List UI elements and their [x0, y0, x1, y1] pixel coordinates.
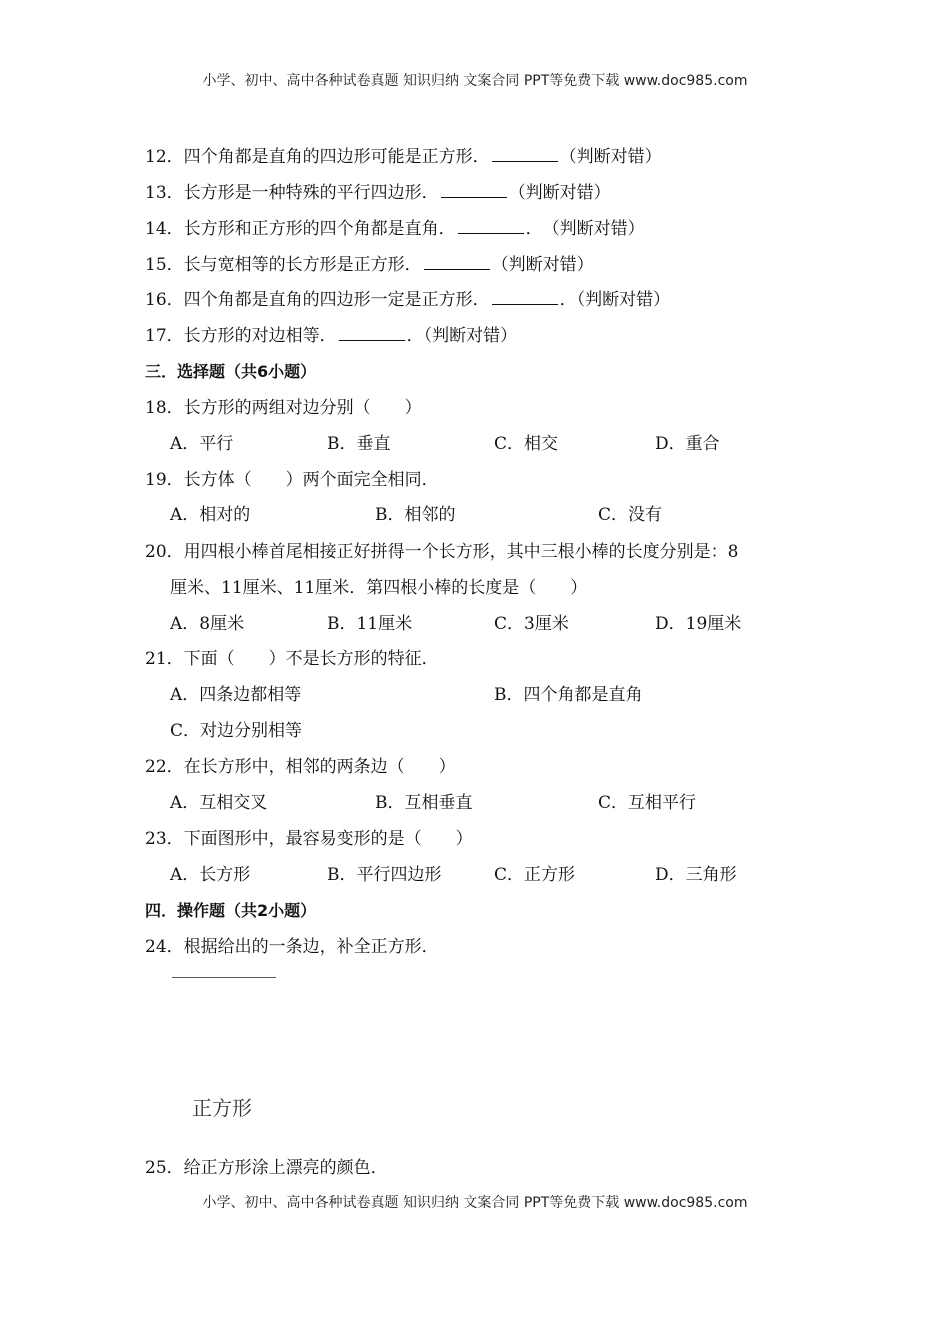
question-suffix: ．（判断对错） — [559, 290, 671, 310]
answer-blank[interactable] — [339, 326, 405, 341]
option-d[interactable]: D．19厘米 — [655, 614, 742, 634]
question-16 — [145, 289, 670, 311]
question-15 — [145, 254, 594, 276]
question-18: 18．长方形的两组对边分别（ ） — [145, 398, 422, 418]
answer-blank[interactable] — [441, 183, 507, 198]
question-17 — [145, 325, 517, 347]
section-title-operation: 四．操作题（共2小题） — [145, 901, 317, 920]
question-suffix: （判断对错） — [508, 183, 611, 203]
question-suffix: ．（判断对错） — [406, 326, 518, 346]
figure-label-square: 正方形 — [192, 1096, 252, 1120]
option-b[interactable]: B．垂直 — [327, 434, 391, 454]
question-text: 15．长与宽相等的长方形是正方形． — [145, 255, 422, 275]
section-title-choice: 三．选择题（共6小题） — [145, 362, 317, 381]
question-20-cont: 厘米、11厘米、11厘米．第四根小棒的长度是（ ） — [170, 578, 588, 598]
answer-blank[interactable] — [458, 219, 524, 234]
option-a[interactable]: A．长方形 — [170, 865, 251, 885]
question-19: 19．长方体（ ）两个面完全相同． — [145, 470, 439, 490]
option-b[interactable]: B．四个角都是直角 — [494, 685, 643, 705]
option-c[interactable]: C．对边分别相等 — [170, 721, 303, 741]
page-footer: 小学、初中、高中各种试卷真题 知识归纳 文案合同 PPT等免费下载 www.doc985.com — [202, 1195, 748, 1211]
question-text: 16．四个角都是直角的四边形一定是正方形． — [145, 290, 490, 310]
question-14 — [145, 218, 645, 240]
page-header: 小学、初中、高中各种试卷真题 知识归纳 文案合同 PPT等免费下载 www.doc985.com — [202, 73, 748, 89]
option-b[interactable]: B．互相垂直 — [375, 793, 473, 813]
option-d[interactable]: D．重合 — [655, 434, 720, 454]
question-suffix: ． （判断对错） — [525, 219, 645, 239]
option-b[interactable]: B．相邻的 — [375, 505, 456, 525]
question-24: 24．根据给出的一条边，补全正方形． — [145, 937, 439, 957]
option-a[interactable]: A．8厘米 — [170, 614, 245, 634]
option-c[interactable]: C．没有 — [598, 505, 663, 525]
question-text: 12．四个角都是直角的四边形可能是正方形． — [145, 147, 490, 167]
option-c[interactable]: C．3厘米 — [494, 614, 569, 634]
answer-blank[interactable] — [492, 290, 558, 305]
option-c[interactable]: C．相交 — [494, 434, 559, 454]
question-13 — [145, 182, 611, 204]
question-text: 17．长方形的对边相等． — [145, 326, 337, 346]
option-c[interactable]: C．正方形 — [494, 865, 576, 885]
question-20: 20．用四根小棒首尾相接正好拼得一个长方形，其中三根小棒的长度分别是：8 — [145, 542, 739, 562]
option-b[interactable]: B．平行四边形 — [327, 865, 442, 885]
question-text: 13．长方形是一种特殊的平行四边形． — [145, 183, 439, 203]
option-a[interactable]: A．平行 — [170, 434, 234, 454]
option-b[interactable]: B．11厘米 — [327, 614, 413, 634]
question-23: 23．下面图形中，最容易变形的是（ ） — [145, 829, 473, 849]
question-suffix: （判断对错） — [491, 255, 594, 275]
question-22: 22．在长方形中，相邻的两条边（ ） — [145, 757, 456, 777]
question-suffix: （判断对错） — [559, 147, 662, 167]
option-c[interactable]: C．互相平行 — [598, 793, 697, 813]
answer-blank[interactable] — [424, 255, 490, 270]
question-text: 14．长方形和正方形的四个角都是直角． — [145, 219, 456, 239]
question-12 — [145, 146, 662, 168]
question-21: 21．下面（ ）不是长方形的特征． — [145, 649, 439, 669]
option-a[interactable]: A．互相交叉 — [170, 793, 268, 813]
option-a[interactable]: A．相对的 — [170, 505, 251, 525]
option-d[interactable]: D．三角形 — [655, 865, 737, 885]
question-25: 25．给正方形涂上漂亮的颜色． — [145, 1158, 388, 1178]
given-square-edge — [172, 977, 276, 978]
answer-blank[interactable] — [492, 147, 558, 162]
option-a[interactable]: A．四条边都相等 — [170, 685, 302, 705]
